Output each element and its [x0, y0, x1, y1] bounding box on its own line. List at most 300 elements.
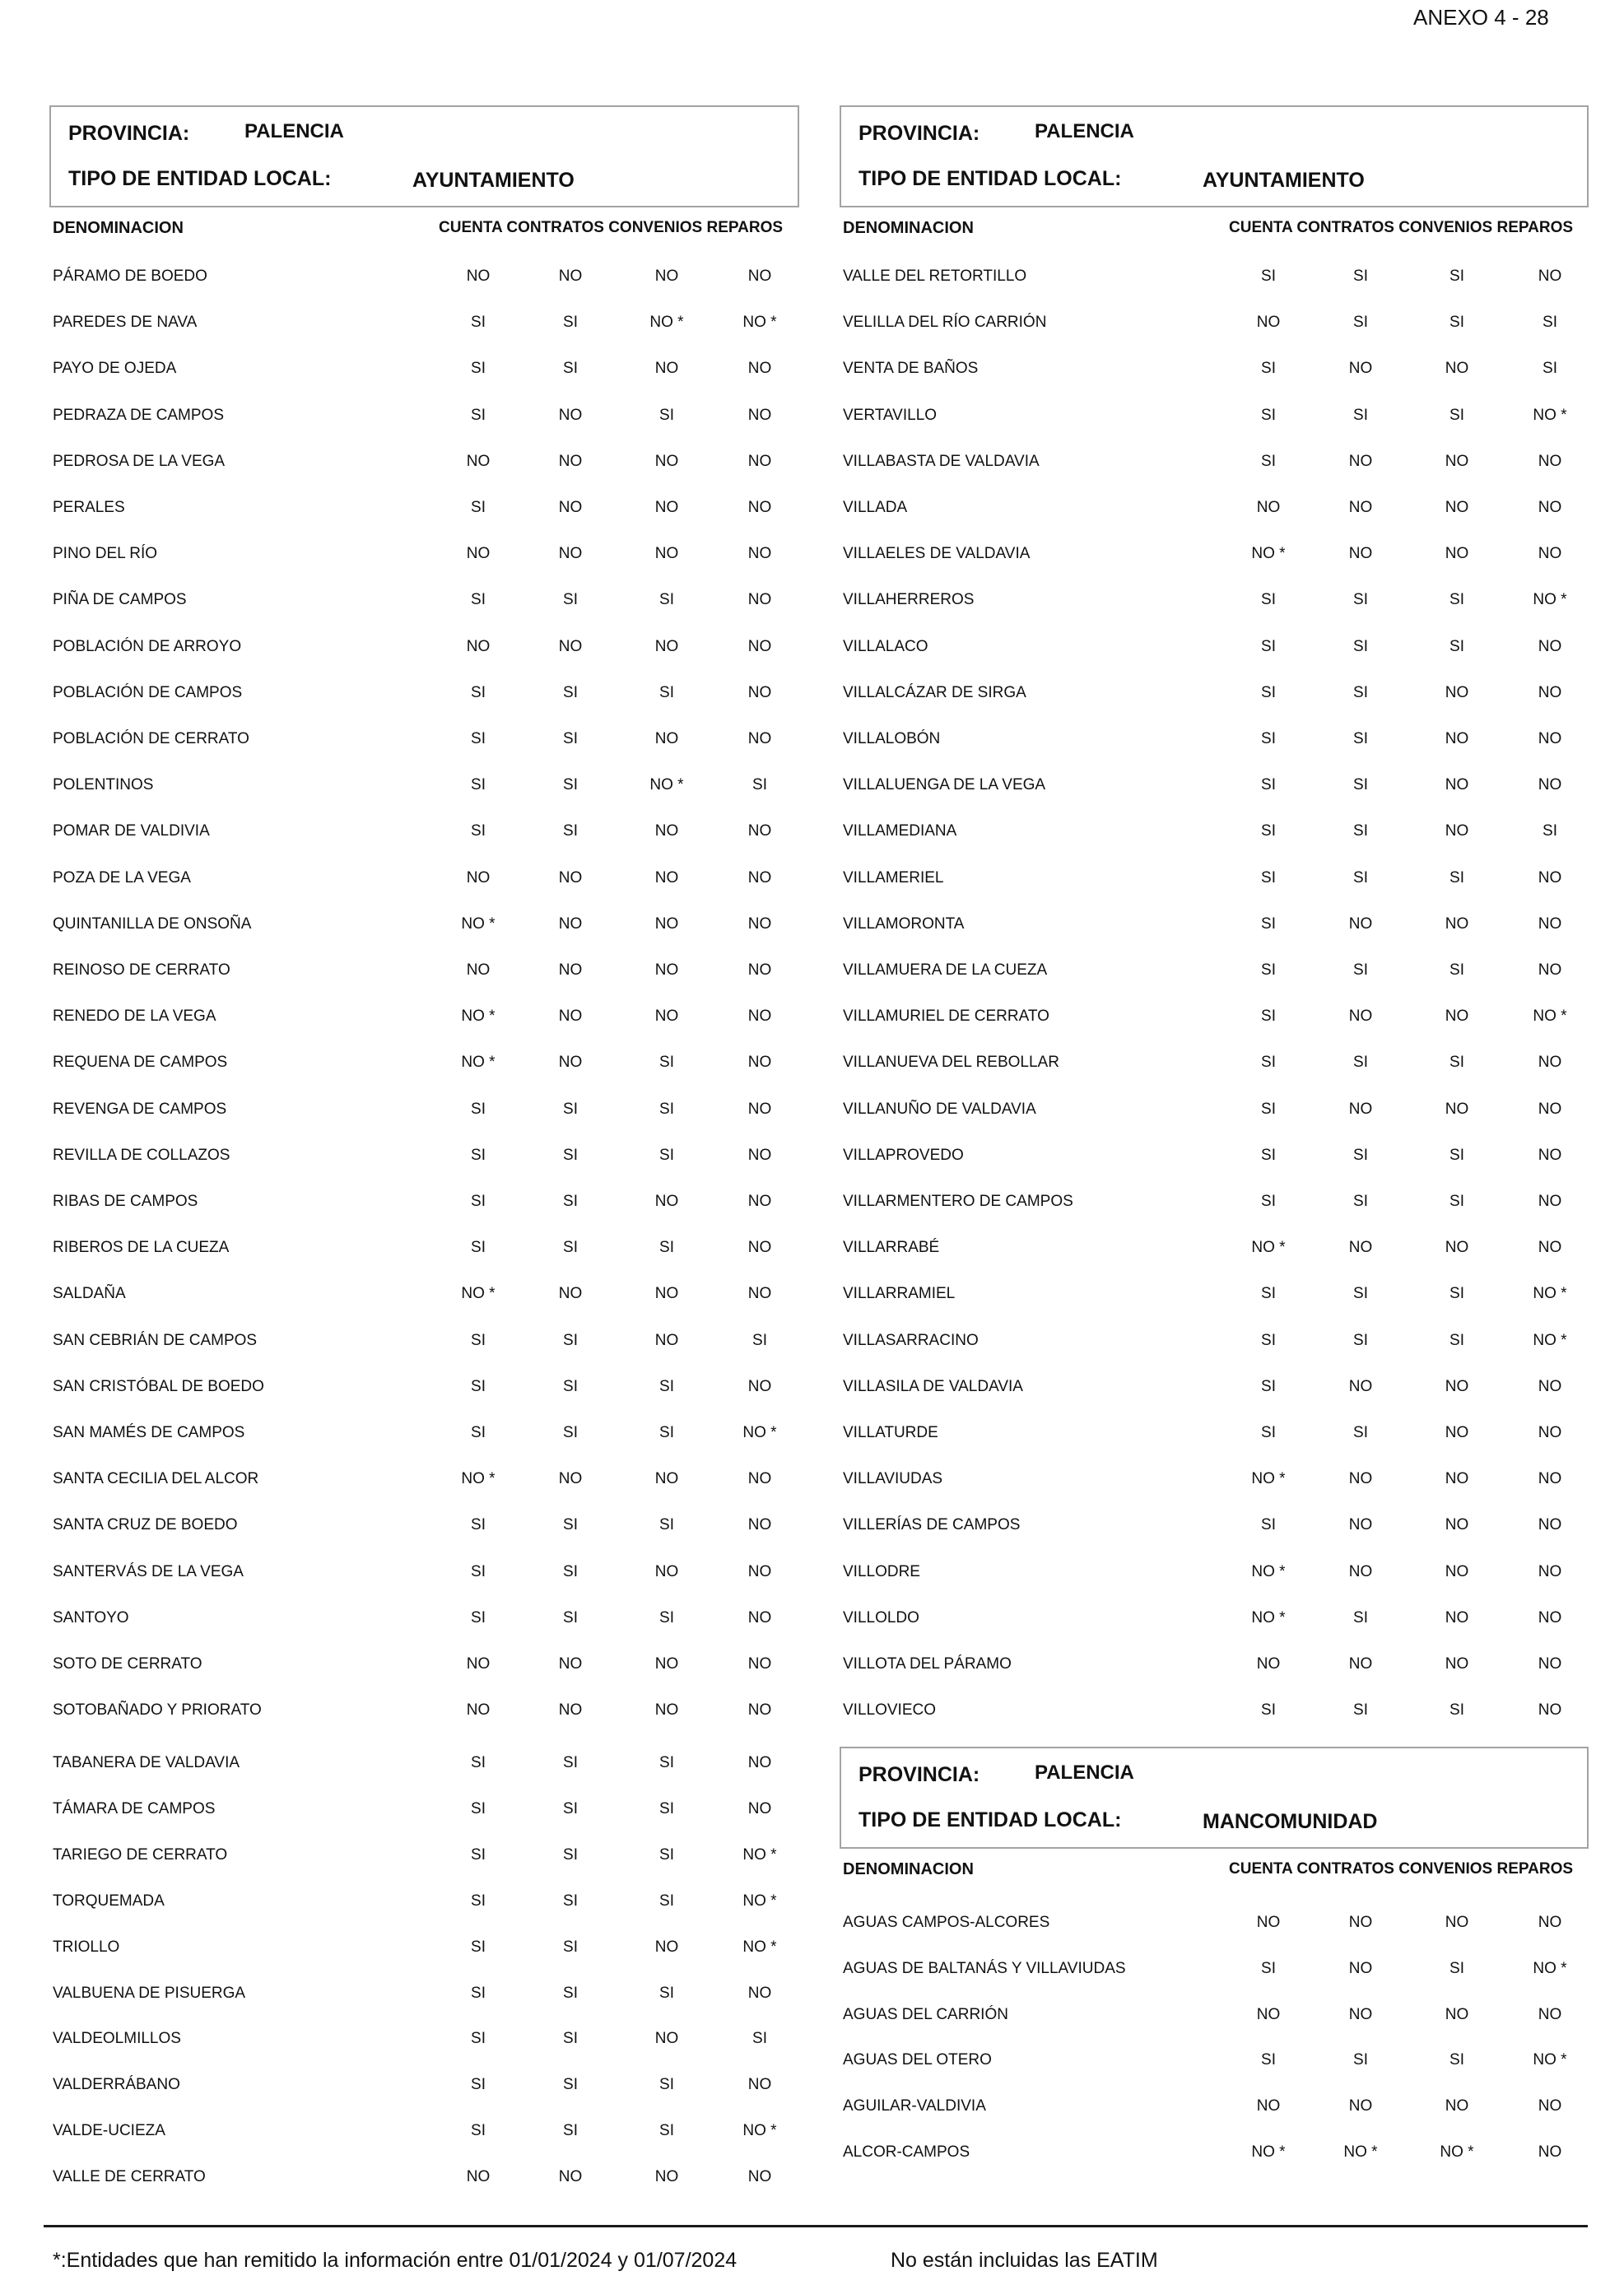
entity-row [49, 2075, 799, 2095]
entity-row [840, 1515, 1589, 1535]
reparos-value: NO [1538, 1239, 1562, 1257]
contratos-value: NO [558, 268, 583, 285]
reparos-value: NO * [1533, 1959, 1567, 1977]
contratos-value: NO [1348, 1655, 1373, 1673]
reparos-value: NO [747, 1701, 772, 1720]
province-value: PALENCIA [1035, 120, 1134, 142]
contratos-value: SI [1353, 1424, 1368, 1441]
entity-row [49, 590, 799, 610]
contratos-value: SI [1353, 822, 1368, 840]
convenios-value: NO [654, 961, 679, 979]
entity-name: PÁRAMO DE BOEDO [53, 268, 207, 285]
entity-row [49, 1053, 799, 1073]
entity-name: VILLAMERIEL [843, 868, 944, 887]
reparos-value: NO * [742, 1938, 777, 1956]
convenios-value: NO [654, 360, 679, 378]
cuenta-value: SI [1261, 1331, 1276, 1349]
reparos-value: NO [1538, 1146, 1562, 1164]
contratos-value: SI [1353, 591, 1368, 609]
entity-row [840, 961, 1589, 980]
cuenta-value: SI [1261, 360, 1276, 378]
reparos-value: NO * [742, 2122, 777, 2140]
entity-name: VILLOVIECO [843, 1701, 936, 1720]
entity-name: PEDROSA DE LA VEGA [53, 452, 226, 470]
entity-name: SANTERVÁS DE LA VEGA [53, 1562, 244, 1580]
reparos-value: NO [747, 452, 772, 470]
cuenta-value: NO [1256, 2005, 1281, 2023]
entity-row [840, 359, 1589, 379]
entity-row [840, 1423, 1589, 1443]
convenios-value: SI [659, 2122, 674, 2140]
entity-name: REQUENA DE CAMPOS [53, 1054, 228, 1072]
entity-name: PIÑA DE CAMPOS [53, 591, 187, 609]
footer-exclusion-note: No están incluidas las EATIM [891, 2249, 1158, 2272]
convenios-value: NO [1445, 1100, 1469, 1118]
cuenta-value: SI [471, 1608, 486, 1626]
convenios-value: NO [1445, 1655, 1469, 1673]
convenios-value: NO [654, 1193, 679, 1210]
convenios-value: NO [1445, 360, 1469, 378]
contratos-value: NO [558, 1285, 583, 1303]
convenios-value: SI [1450, 868, 1464, 887]
reparos-value: NO [747, 1193, 772, 1210]
reparos-value: NO [1538, 2143, 1562, 2161]
reparos-value: NO [747, 1655, 772, 1673]
entity-type-value: AYUNTAMIENTO [1203, 169, 1365, 192]
cuenta-value: SI [471, 1100, 486, 1118]
entity-row [49, 729, 799, 749]
reparos-value: NO [1538, 868, 1562, 887]
cuenta-value: NO [466, 961, 491, 979]
cuenta-value: SI [1261, 868, 1276, 887]
contratos-value: SI [563, 1892, 578, 1910]
entity-name: VILLASARRACINO [843, 1331, 979, 1349]
entity-name: VILLASILA DE VALDAVIA [843, 1377, 1023, 1395]
footer-divider [44, 2225, 1588, 2227]
cuenta-value: SI [471, 1984, 486, 2002]
contratos-value: SI [1353, 961, 1368, 979]
contratos-value: NO [1348, 1959, 1373, 1977]
contratos-value: NO [558, 1470, 583, 1488]
entity-name: VILLANUÑO DE VALDAVIA [843, 1100, 1036, 1118]
reparos-value: NO [1538, 1100, 1562, 1118]
contratos-value: SI [1353, 1331, 1368, 1349]
entity-row [49, 1799, 799, 1819]
cuenta-value: SI [1261, 637, 1276, 655]
cuenta-value: SI [1261, 776, 1276, 794]
entity-row [49, 1608, 799, 1628]
contratos-value: SI [1353, 268, 1368, 285]
cuenta-value: SI [471, 1377, 486, 1395]
entity-type-label: TIPO DE ENTIDAD LOCAL: [859, 1808, 1122, 1831]
entity-name: VILLAHERREROS [843, 591, 975, 609]
convenios-value: NO [1445, 2097, 1469, 2115]
reparos-value: NO [1538, 2097, 1562, 2115]
convenios-value: SI [1450, 1285, 1464, 1303]
column-header-contratos: CONTRATOS [506, 219, 604, 236]
convenios-value: SI [1450, 314, 1464, 332]
convenios-value: SI [1450, 1146, 1464, 1164]
entity-row [840, 2143, 1589, 2162]
entity-row [49, 821, 799, 841]
entity-row [840, 1192, 1589, 1212]
entity-name: VILLAPROVEDO [843, 1146, 964, 1164]
contratos-value: SI [1353, 1054, 1368, 1072]
reparos-value: NO * [742, 1845, 777, 1864]
column-header-convenios: CONVENIOS [608, 219, 703, 236]
reparos-value: NO [1538, 499, 1562, 516]
entity-type-label: TIPO DE ENTIDAD LOCAL: [68, 167, 332, 190]
convenios-value: NO [1445, 1377, 1469, 1395]
contratos-value: SI [563, 2122, 578, 2140]
cuenta-value: SI [471, 776, 486, 794]
cuenta-value: NO [1256, 2097, 1281, 2115]
cuenta-value: NO [466, 268, 491, 285]
convenios-value: SI [1450, 591, 1464, 609]
cuenta-value: NO * [1251, 2143, 1286, 2161]
convenios-value: NO [654, 868, 679, 887]
cuenta-value: SI [471, 2122, 486, 2140]
column-header-cuenta: CUENTA [1229, 1860, 1293, 1878]
convenios-value: SI [659, 683, 674, 701]
reparos-value: NO [747, 406, 772, 424]
reparos-value: NO [1538, 1054, 1562, 1072]
entity-row [49, 1284, 799, 1304]
entity-name: RENEDO DE LA VEGA [53, 1008, 216, 1026]
reparos-value: NO * [1533, 406, 1567, 424]
entity-row [49, 267, 799, 286]
entity-row [49, 775, 799, 795]
convenios-value: NO [1445, 1914, 1469, 1931]
entity-row [840, 637, 1589, 657]
footer-note: *:Entidades que han remitido la información entre 01/01/2024 y 01/07/2024 [53, 2249, 738, 2272]
entity-name: SALDAÑA [53, 1285, 126, 1303]
entity-name: POMAR DE VALDIVIA [53, 822, 210, 840]
entity-row [840, 1701, 1589, 1720]
entity-name: SANTOYO [53, 1608, 129, 1626]
entity-name: VALDEOLMILLOS [53, 2030, 181, 2048]
convenios-value: SI [659, 406, 674, 424]
contratos-value: NO [1348, 914, 1373, 933]
cuenta-value: SI [471, 2030, 486, 2048]
contratos-value: SI [563, 314, 578, 332]
contratos-value: SI [1353, 730, 1368, 747]
entity-name: VILLAMURIEL DE CERRATO [843, 1008, 1049, 1026]
entity-name: VILLARRAMIEL [843, 1285, 956, 1303]
cuenta-value: NO [1256, 1914, 1281, 1931]
convenios-value: NO [1445, 822, 1469, 840]
entity-row [840, 1608, 1589, 1628]
entity-name: VILLAVIUDAS [843, 1470, 943, 1488]
entity-name: VILLALCÁZAR DE SIRGA [843, 683, 1026, 701]
convenios-value: NO [654, 1562, 679, 1580]
convenios-value: NO [654, 822, 679, 840]
reparos-value: NO [1538, 1701, 1562, 1720]
entity-row [840, 1562, 1589, 1582]
entity-name: VILLANUEVA DEL REBOLLAR [843, 1054, 1059, 1072]
cuenta-value: SI [471, 1516, 486, 1534]
entity-row [49, 2029, 799, 2049]
contratos-value: NO [1348, 1239, 1373, 1257]
entity-name: RIBAS DE CAMPOS [53, 1193, 198, 1210]
reparos-value: NO [1538, 268, 1562, 285]
cuenta-value: SI [1261, 2051, 1276, 2069]
entity-row [840, 452, 1589, 472]
reparos-value: NO [747, 545, 772, 563]
reparos-value: NO [747, 914, 772, 933]
reparos-value: NO * [742, 1892, 777, 1910]
contratos-value: NO [558, 914, 583, 933]
contratos-value: SI [563, 1377, 578, 1395]
contratos-value: NO [558, 637, 583, 655]
entity-name: VILLODRE [843, 1562, 920, 1580]
entity-row [49, 1469, 799, 1489]
entity-name: POLENTINOS [53, 776, 154, 794]
convenios-value: NO [1445, 730, 1469, 747]
contratos-value: NO [558, 1701, 583, 1720]
entity-table-ayuntamiento-left [49, 105, 799, 2213]
cuenta-value: NO * [1251, 1608, 1286, 1626]
reparos-value: NO * [1533, 1331, 1567, 1349]
convenios-value: NO [654, 452, 679, 470]
convenios-value: NO * [1440, 2143, 1474, 2161]
entity-name: PAYO DE OJEDA [53, 360, 177, 378]
convenios-value: SI [659, 1754, 674, 1771]
entity-name: VILLALOBÓN [843, 730, 941, 747]
contratos-value: SI [1353, 1193, 1368, 1210]
contratos-value: SI [563, 1100, 578, 1118]
cuenta-value: NO [466, 2168, 491, 2186]
convenios-value: NO [1445, 683, 1469, 701]
entity-name: VILLAMUERA DE LA CUEZA [843, 961, 1048, 979]
entity-name: VENTA DE BAÑOS [843, 360, 979, 378]
contratos-value: SI [563, 730, 578, 747]
reparos-value: NO [747, 1984, 772, 2002]
entity-row [49, 1984, 799, 2003]
cuenta-value: SI [1261, 1424, 1276, 1441]
convenios-value: SI [659, 1516, 674, 1534]
reparos-value: NO [1538, 1516, 1562, 1534]
entity-name: VILLADA [843, 499, 908, 516]
convenios-value: NO [1445, 545, 1469, 563]
cuenta-value: SI [471, 1331, 486, 1349]
cuenta-value: SI [471, 730, 486, 747]
cuenta-value: NO [466, 637, 491, 655]
contratos-value: SI [563, 2030, 578, 2048]
entity-row [840, 1469, 1589, 1489]
entity-name: VILLOLDO [843, 1608, 919, 1626]
reparos-value: NO [1538, 683, 1562, 701]
convenios-value: NO [1445, 1424, 1469, 1441]
reparos-value: NO [747, 1146, 772, 1164]
cuenta-value: NO * [461, 1054, 496, 1072]
convenios-value: NO [1445, 1516, 1469, 1534]
contratos-value: NO [1348, 1914, 1373, 1931]
entity-row [840, 1654, 1589, 1674]
entity-row [49, 1562, 799, 1582]
cuenta-value: SI [1261, 406, 1276, 424]
entity-type-label: TIPO DE ENTIDAD LOCAL: [859, 167, 1122, 190]
convenios-value: SI [1450, 1959, 1464, 1977]
reparos-value: NO [1538, 1608, 1562, 1626]
entity-name: TARIEGO DE CERRATO [53, 1845, 228, 1864]
cuenta-value: NO [466, 545, 491, 563]
reparos-value: NO * [742, 1424, 777, 1441]
entity-name: VERTAVILLO [843, 406, 938, 424]
convenios-value: NO [1445, 499, 1469, 516]
cuenta-value: SI [1261, 822, 1276, 840]
contratos-value: SI [1353, 868, 1368, 887]
reparos-value: NO * [1533, 1285, 1567, 1303]
reparos-value: SI [752, 2030, 767, 2048]
contratos-value: SI [563, 776, 578, 794]
entity-row [840, 590, 1589, 610]
entity-row [49, 1377, 799, 1397]
entity-row [840, 498, 1589, 518]
cuenta-value: NO [1256, 314, 1281, 332]
entity-name: REVENGA DE CAMPOS [53, 1100, 227, 1118]
entity-name: ALCOR-CAMPOS [843, 2143, 970, 2161]
contratos-value: SI [563, 1845, 578, 1864]
contratos-value: SI [563, 1562, 578, 1580]
cuenta-value: NO * [461, 914, 496, 933]
entity-name: SANTA CECILIA DEL ALCOR [53, 1470, 259, 1488]
entity-row [840, 821, 1589, 841]
contratos-value: SI [563, 1608, 578, 1626]
entity-table-ayuntamiento-right [840, 105, 1589, 1735]
cuenta-value: SI [1261, 683, 1276, 701]
entity-name: VILLATURDE [843, 1424, 938, 1441]
entity-name: AGUAS CAMPOS-ALCORES [843, 1914, 1050, 1931]
entity-name: VILLAMEDIANA [843, 822, 957, 840]
entity-name: SAN CEBRIÁN DE CAMPOS [53, 1331, 258, 1349]
entity-row [49, 1892, 799, 1911]
cuenta-value: SI [1261, 452, 1276, 470]
entity-name: VILLAELES DE VALDAVIA [843, 545, 1031, 563]
reparos-value: NO [747, 1799, 772, 1817]
entity-name: PERALES [53, 499, 125, 516]
cuenta-value: SI [1261, 1516, 1276, 1534]
convenios-value: SI [659, 1892, 674, 1910]
contratos-value: NO [1348, 360, 1373, 378]
convenios-value: NO [1445, 1239, 1469, 1257]
reparos-value: NO * [742, 314, 777, 332]
entity-row [840, 1146, 1589, 1166]
entity-name: POBLACIÓN DE CAMPOS [53, 683, 243, 701]
cuenta-value: NO * [461, 1285, 496, 1303]
convenios-value: SI [659, 1239, 674, 1257]
reparos-value: NO [747, 730, 772, 747]
convenios-value: SI [1450, 1701, 1464, 1720]
denominacion-header: DENOMINACION [843, 1860, 974, 1878]
annex-page-number: ANEXO 4 - 28 [1413, 5, 1549, 30]
cuenta-value: NO * [461, 1008, 496, 1026]
reparos-value: NO * [1533, 1008, 1567, 1026]
entity-name: VALLE DEL RETORTILLO [843, 268, 1027, 285]
convenios-value: NO [1445, 452, 1469, 470]
convenios-value: SI [1450, 268, 1464, 285]
entity-row [840, 914, 1589, 934]
cuenta-value: SI [471, 1146, 486, 1164]
convenios-value: SI [659, 1100, 674, 1118]
reparos-value: NO [747, 868, 772, 887]
entity-name: AGUAS DEL CARRIÓN [843, 2005, 1008, 2023]
cuenta-value: SI [471, 1424, 486, 1441]
reparos-value: NO [747, 1008, 772, 1026]
entity-row [840, 1377, 1589, 1397]
entity-row [840, 1238, 1589, 1258]
entity-name: VILLALACO [843, 637, 928, 655]
entity-table-mancomunidad [840, 1747, 1589, 2175]
entity-row [49, 1192, 799, 1212]
entity-name: VILLAMORONTA [843, 914, 965, 933]
convenios-value: NO [654, 1008, 679, 1026]
convenios-value: NO [1445, 1008, 1469, 1026]
reparos-value: NO * [1533, 591, 1567, 609]
entity-row [49, 359, 799, 379]
cuenta-value: NO * [1251, 545, 1286, 563]
entity-row [840, 1913, 1589, 1933]
reparos-value: NO [747, 1100, 772, 1118]
cuenta-value: SI [471, 499, 486, 516]
denominacion-header: DENOMINACION [843, 219, 974, 237]
contratos-value: NO [1348, 1562, 1373, 1580]
reparos-value: NO * [1533, 2051, 1567, 2069]
entity-row [840, 267, 1589, 286]
entity-row [840, 2005, 1589, 2025]
reparos-value: NO [747, 2168, 772, 2186]
contratos-value: SI [1353, 683, 1368, 701]
entity-name: AGUAS DEL OTERO [843, 2051, 992, 2069]
cuenta-value: SI [1261, 591, 1276, 609]
column-header-cuenta: CUENTA [1229, 219, 1293, 236]
contratos-value: SI [563, 1516, 578, 1534]
reparos-value: NO [1538, 1470, 1562, 1488]
reparos-value: NO [747, 360, 772, 378]
contratos-value: SI [563, 1984, 578, 2002]
convenios-value: NO [654, 499, 679, 516]
entity-name: REVILLA DE COLLAZOS [53, 1146, 230, 1164]
cuenta-value: SI [1261, 730, 1276, 747]
contratos-value: NO [1348, 1377, 1373, 1395]
entity-name: SANTA CRUZ DE BOEDO [53, 1516, 238, 1534]
cuenta-value: SI [1261, 1054, 1276, 1072]
entity-name: TABANERA DE VALDAVIA [53, 1754, 240, 1771]
entity-name: REINOSO DE CERRATO [53, 961, 230, 979]
contratos-value: SI [563, 1239, 578, 1257]
cuenta-value: NO [466, 868, 491, 887]
cuenta-value: SI [471, 1799, 486, 1817]
entity-row [49, 1238, 799, 1258]
reparos-value: NO [1538, 914, 1562, 933]
column-header-reparos: REPAROS [1496, 1860, 1574, 1878]
contratos-value: NO [558, 545, 583, 563]
entity-name: PINO DEL RÍO [53, 545, 158, 563]
entity-row [840, 775, 1589, 795]
reparos-value: NO [1538, 776, 1562, 794]
denominacion-header: DENOMINACION [53, 219, 184, 237]
province-label: PROVINCIA: [859, 1763, 980, 1786]
entity-row [840, 1007, 1589, 1026]
contratos-value: NO [1348, 2097, 1373, 2115]
reparos-value: SI [752, 1331, 767, 1349]
cuenta-value: SI [471, 360, 486, 378]
entity-name: AGUAS DE BALTANÁS Y VILLAVIUDAS [843, 1959, 1126, 1977]
cuenta-value: SI [471, 683, 486, 701]
contratos-value: SI [1353, 1146, 1368, 1164]
entity-name: VALLE DE CERRATO [53, 2168, 206, 2186]
contratos-value: NO [1348, 1470, 1373, 1488]
